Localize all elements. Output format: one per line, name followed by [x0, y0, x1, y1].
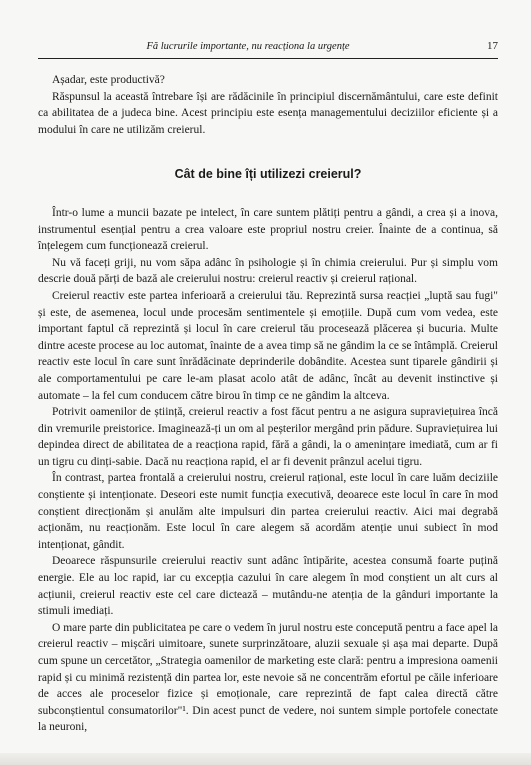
- paragraph: O mare parte din publicitatea pe care o vedem în jurul nostru este concepută pentru a face apel la creierul reactiv – mișcări uimitoare, sunete surprinzătoare, aluzii sexuale și așa mai departe. După cum spune un cercetător, „Strategia oamenilor de marketing este clară: pentru a impresiona oamenii rapid și cu minimă rezistență din partea lor, este nevoie să ne concentrăm efortul pe căile inferioare de acces ale proceselor fizice și emoționale, care reprezintă de fapt calea directă către subconștientul consumatorilor"¹. Din acest punct de vedere, noi suntem simple portofele conectate la neuroni,: [38, 621, 498, 734]
- paragraph: Creierul reactiv este partea inferioară a creierului tău. Reprezintă sursa reacției „luptă sau fugi" și este, de asemenea, locul unde procesăm sentimentele și emoțiile. După cum vom vedea, este important faptul că reprezintă și locul în care creierul tău procesează plăcerea și bucuria. Multe dintre aceste procese au loc automat, înainte de a avea timp să ne gândim la ce se întâmplă. Creierul reactiv este locul în care sunt înrădăcinate deprinderile dobândite. Acestea sunt tiparele gândirii și ale comportamentului pe care le-am plasat acolo atât de adânc, încât au devenit instinctive și automate – la fel cum conducem către birou în timp ce ne gândim la altceva.: [38, 289, 498, 402]
- page-header: [38, 40, 498, 59]
- paragraph: În contrast, partea frontală a creierului nostru, creierul rațional, este locul în care luăm deciziile conștiente și intenționate. Deseori este numit funcția executivă, deoarece este locul în care în mod conștient direcționăm și anulăm alte impulsuri din partea creierului reactiv. Aici mai degrabă acționăm, nu reacționăm. Este locul în care alegem să acordăm atenție unui subiect în mod intenționat, gândit.: [38, 472, 498, 551]
- paragraph: Potrivit oamenilor de știință, creierul reactiv a fost făcut pentru a ne asigura supraviețuirea încă din vremurile preistorice. Imaginează-ți un om al peșterilor mergând prin pădure. Supraviețuirea lui depindea direct de abilitatea de a reacționa rapid, fără a gândi, la o amenințare imediată, cum ar fi un tigru cu dinți-sabie. Dacă nu reacționa rapid, el ar fi devenit prânzul acelui tigru.: [38, 406, 498, 468]
- paragraph: Deoarece răspunsurile creierului reactiv sunt adânc întipărite, acestea consumă foarte puțină energie. Ele au loc rapid, iar cu excepția cazului în care alegem în mod conștient un alt curs al acțiunii, creierul reactiv este cel care dictează – mutându-ne atenția de la gânduri importante la stimuli imediați.: [38, 555, 498, 618]
- paragraph: Nu vă faceți griji, nu vom săpa adânc în psihologie și în chimia creierului. Pur și simplu vom descrie două părți de bază ale creierului nostru: creierul reactiv și creierul rațional.: [38, 256, 498, 286]
- page-number: 17: [487, 40, 498, 52]
- paragraph: Într-o lume a muncii bazate pe intelect, în care suntem plătiți pentru a gândi, a crea și a inova, instrumentul esențial pentru a crea valoare este propriul nostru creier. Înainte de a continua, să înțelegem cum funcționează creierul.: [38, 206, 498, 253]
- paragraph: Răspunsul la această întrebare își are rădăcinile în principiul discernământului, care este definit ca abilitatea de a judeca bine. Acest principiu este esența managementului deciziilor eficiente și a modului în care ne utilizăm creierul.: [38, 90, 498, 136]
- paragraph: Așadar, este productivă?: [52, 74, 165, 86]
- running-title: Fă lucrurile importante, nu reacționa la urgențe: [146, 41, 350, 52]
- body-text: [38, 72, 498, 736]
- page-bottom-edge: [0, 753, 531, 765]
- section-heading: Cât de bine îți utilizezi creierul?: [174, 167, 362, 182]
